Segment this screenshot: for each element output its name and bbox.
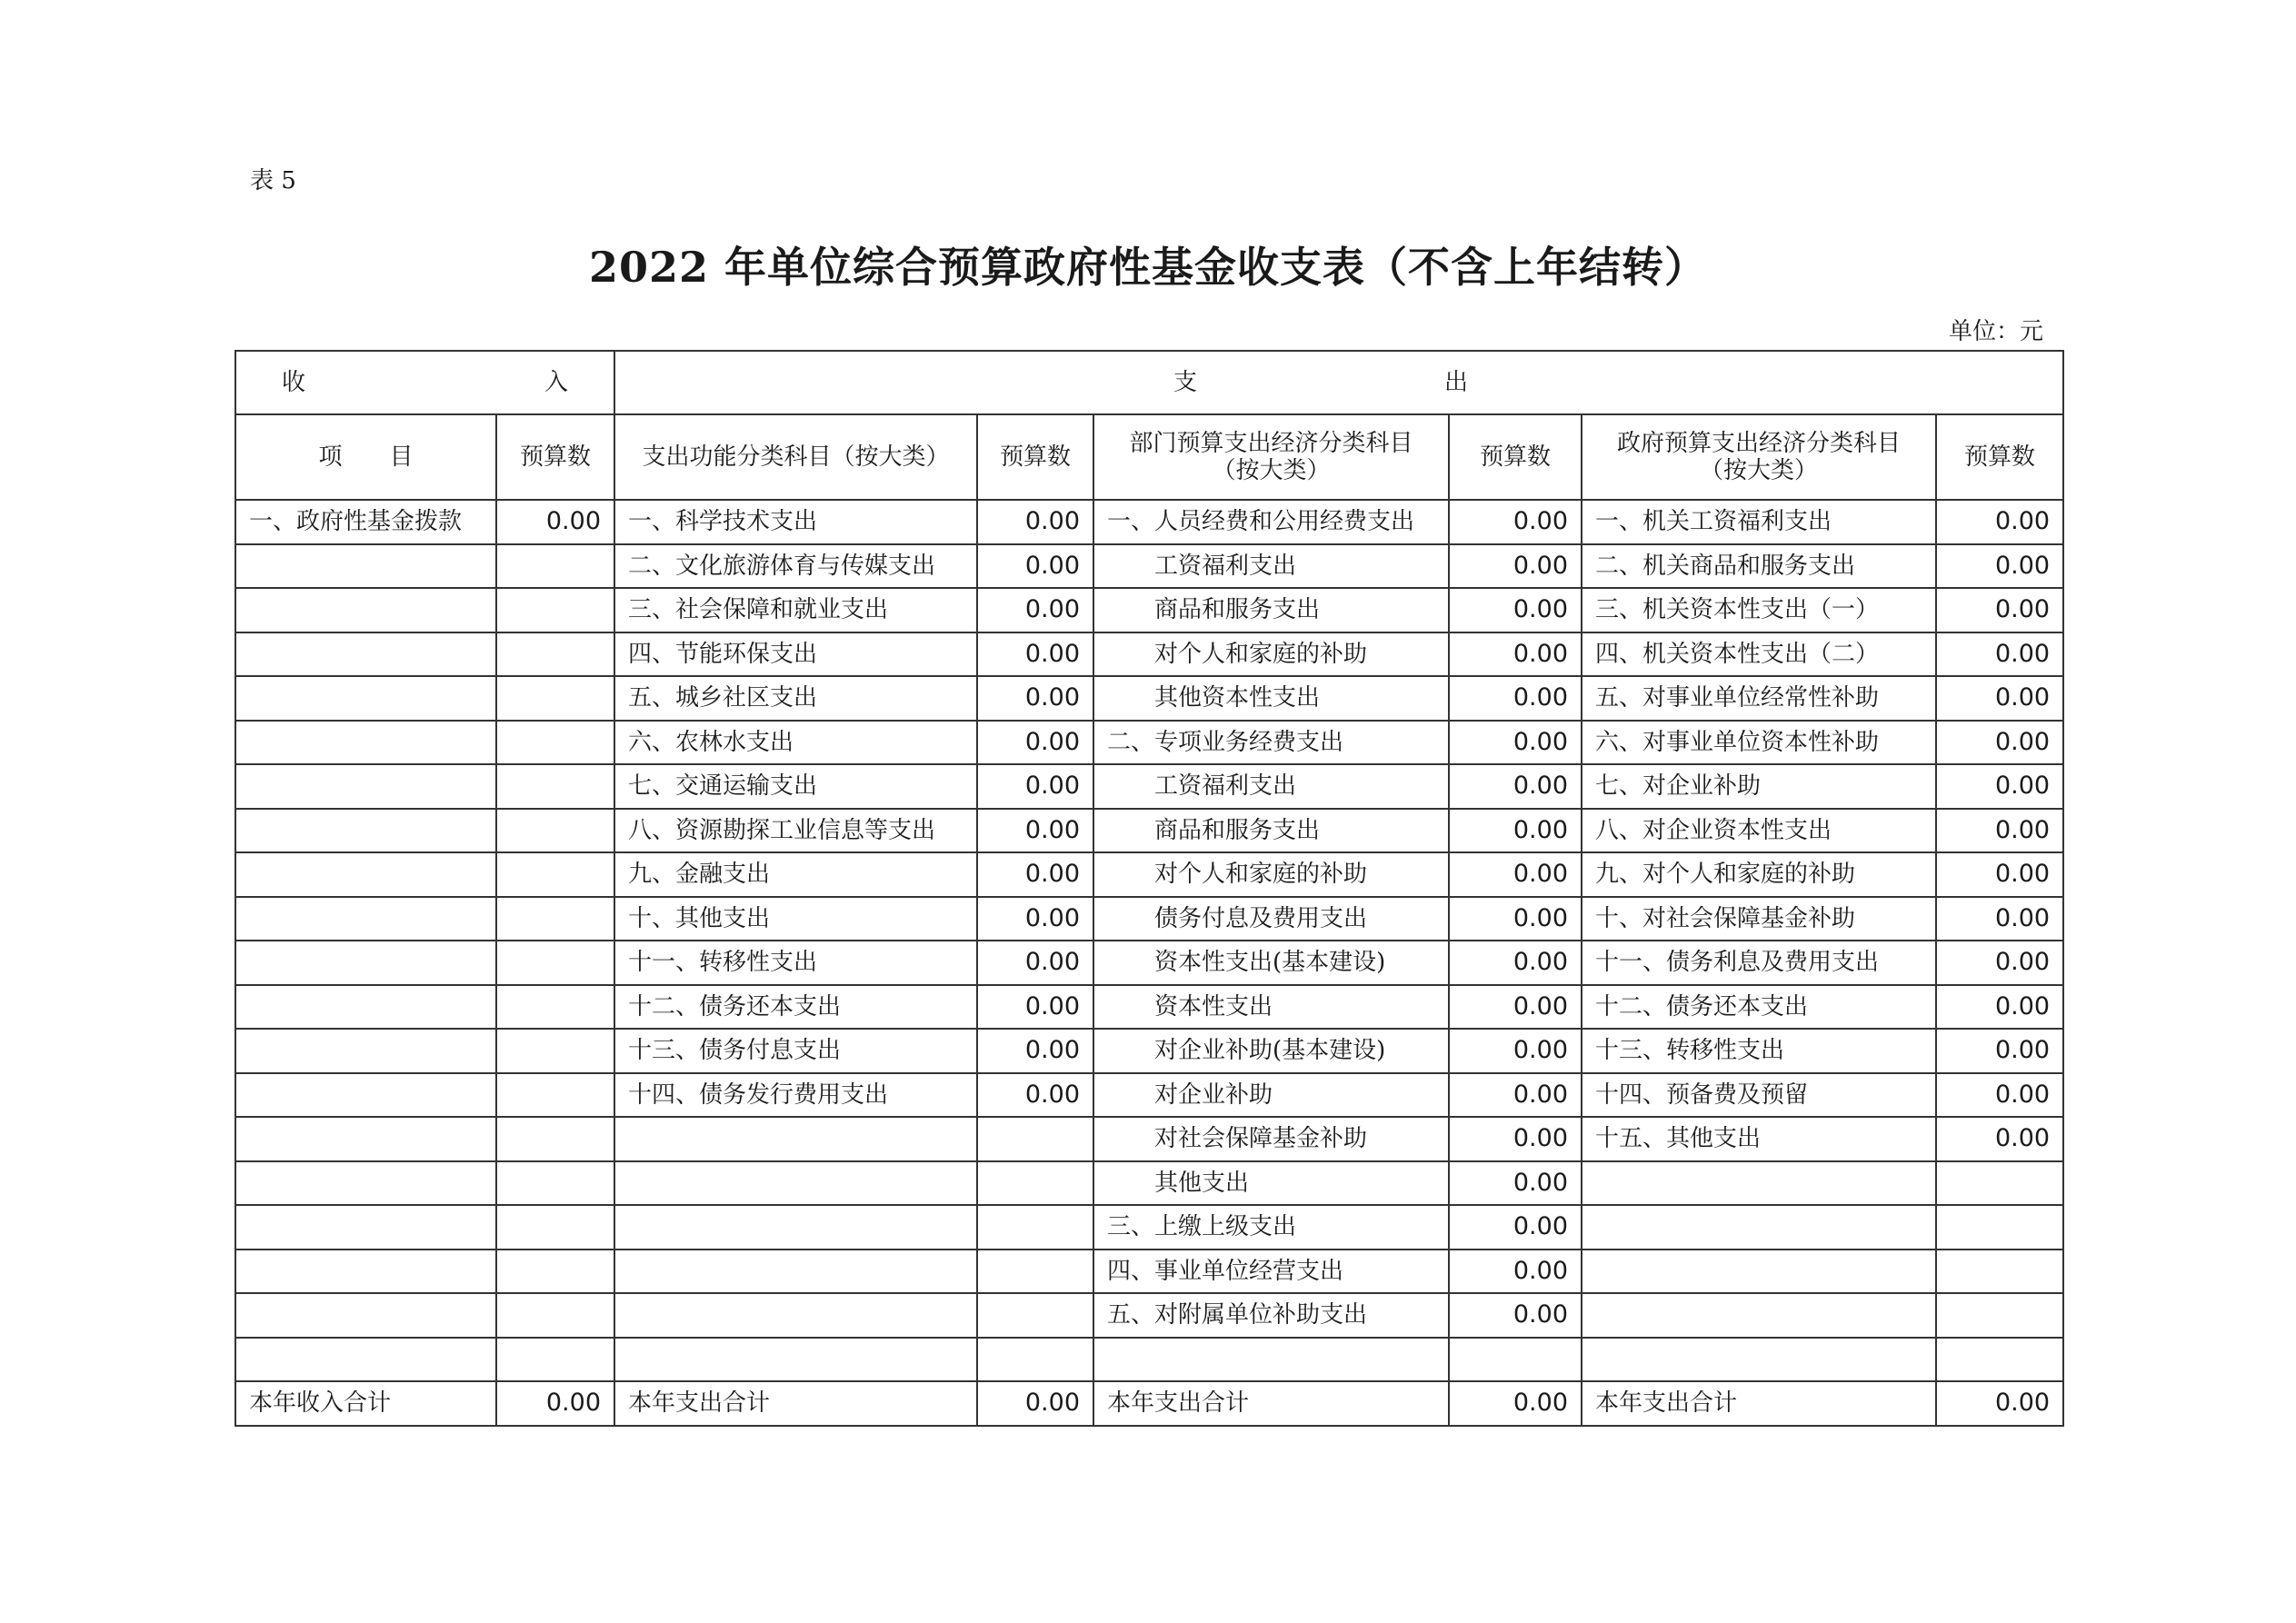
gov-total-label: 本年支出合计 — [1582, 1381, 1936, 1426]
dept-subitem-label: 债务付息及费用支出 — [1154, 904, 1368, 932]
table-row — [235, 1293, 2063, 1338]
func-amount-cell: 0.00 — [977, 1073, 1093, 1118]
table-row — [235, 1161, 2063, 1206]
col-header-dept-econ: 部门预算支出经济分类科目（按大类） — [1093, 414, 1449, 500]
income-item-cell — [235, 1250, 496, 1294]
dept-amount-cell: 0.00 — [1449, 721, 1582, 765]
totals-row — [235, 1381, 2063, 1426]
gov-amount-cell — [1936, 1250, 2063, 1294]
income-amount-cell — [496, 764, 614, 809]
dept-amount-cell: 0.00 — [1449, 809, 1582, 853]
dept-amount-cell: 0.00 — [1449, 852, 1582, 897]
income-amount-cell — [496, 852, 614, 897]
gov-amount-cell: 0.00 — [1936, 941, 2063, 985]
func-item-cell: 四、节能环保支出 — [614, 632, 977, 677]
func-item-cell: 十二、债务还本支出 — [614, 985, 977, 1030]
gov-item-cell: 二、机关商品和服务支出 — [1582, 544, 1936, 589]
section-header-row — [235, 351, 2063, 414]
gov-item-cell — [1582, 1293, 1936, 1338]
func-item-cell: 二、文化旅游体育与传媒支出 — [614, 544, 977, 589]
table-row — [235, 897, 2063, 941]
func-amount-cell: 0.00 — [977, 809, 1093, 853]
dept-amount-cell: 0.00 — [1449, 1293, 1582, 1338]
func-item-cell: 五、城乡社区支出 — [614, 676, 977, 721]
income-total-amount: 0.00 — [496, 1381, 614, 1426]
func-item-cell — [614, 1293, 977, 1338]
income-item-cell — [235, 897, 496, 941]
gov-item-cell: 一、机关工资福利支出 — [1582, 500, 1936, 544]
income-amount-cell — [496, 632, 614, 677]
func-item-cell: 十四、债务发行费用支出 — [614, 1073, 977, 1118]
table-row — [235, 544, 2063, 589]
income-amount-cell — [496, 1029, 614, 1073]
dept-amount-cell: 0.00 — [1449, 500, 1582, 544]
col-header-budget-4: 预算数 — [1936, 414, 2063, 500]
dept-item-cell — [1093, 632, 1449, 677]
func-item-cell — [614, 1117, 977, 1161]
dept-subitem-label: 其他资本性支出 — [1154, 684, 1321, 712]
column-header-row — [235, 414, 2063, 500]
table-row — [235, 721, 2063, 765]
income-amount-cell — [496, 1293, 614, 1338]
income-amount-cell — [496, 588, 614, 632]
func-total-label: 本年支出合计 — [614, 1381, 977, 1426]
table-row — [235, 809, 2063, 853]
income-item-cell — [235, 852, 496, 897]
expense-section-header — [614, 351, 2063, 414]
income-item-cell — [235, 985, 496, 1030]
gov-item-cell: 十三、转移性支出 — [1582, 1029, 1936, 1073]
gov-item-cell: 六、对事业单位资本性补助 — [1582, 721, 1936, 765]
table-row — [235, 676, 2063, 721]
func-amount-cell: 0.00 — [977, 852, 1093, 897]
func-item-cell: 一、科学技术支出 — [614, 500, 977, 544]
income-item-cell — [235, 1117, 496, 1161]
income-item-cell — [235, 764, 496, 809]
func-amount-cell: 0.00 — [977, 632, 1093, 677]
income-section-header — [235, 351, 614, 414]
income-item-cell — [235, 809, 496, 853]
func-item-cell: 十一、转移性支出 — [614, 941, 977, 985]
func-amount-cell: 0.00 — [977, 676, 1093, 721]
income-amount-cell — [496, 676, 614, 721]
func-item-cell: 十三、债务付息支出 — [614, 1029, 977, 1073]
gov-amount-cell: 0.00 — [1936, 1073, 2063, 1118]
dept-subitem-label: 商品和服务支出 — [1154, 596, 1321, 624]
income-item-cell — [235, 1161, 496, 1206]
income-amount-cell — [496, 897, 614, 941]
func-amount-cell — [977, 1161, 1093, 1206]
income-item-cell — [235, 544, 496, 589]
col-header-func-class: 支出功能分类科目（按大类） — [614, 414, 977, 500]
dept-amount-cell: 0.00 — [1449, 544, 1582, 589]
dept-total-amount: 0.00 — [1449, 1381, 1582, 1426]
dept-item-cell — [1093, 852, 1449, 897]
func-amount-cell: 0.00 — [977, 500, 1093, 544]
dept-item-cell — [1093, 676, 1449, 721]
col-header-item: 项 目 — [235, 414, 496, 500]
gov-item-cell: 三、机关资本性支出（一） — [1582, 588, 1936, 632]
gov-amount-cell: 0.00 — [1936, 897, 2063, 941]
gov-amount-cell: 0.00 — [1936, 676, 2063, 721]
func-item-cell — [614, 1250, 977, 1294]
table-row — [235, 1073, 2063, 1118]
table-row — [235, 852, 2063, 897]
table-row — [235, 632, 2063, 677]
func-item-cell — [614, 1161, 977, 1206]
gov-item-cell: 十二、债务还本支出 — [1582, 985, 1936, 1030]
func-amount-cell: 0.00 — [977, 721, 1093, 765]
gov-item-cell: 四、机关资本性支出（二） — [1582, 632, 1936, 677]
table-row — [235, 1338, 2063, 1382]
dept-subitem-label: 对个人和家庭的补助 — [1154, 861, 1368, 889]
gov-amount-cell: 0.00 — [1936, 588, 2063, 632]
income-item-cell — [235, 1338, 496, 1382]
func-item-cell: 十、其他支出 — [614, 897, 977, 941]
dept-amount-cell: 0.00 — [1449, 676, 1582, 721]
dept-subitem-label: 其他支出 — [1154, 1169, 1250, 1197]
gov-item-cell — [1582, 1250, 1936, 1294]
income-amount-cell — [496, 1338, 614, 1382]
func-amount-cell — [977, 1205, 1093, 1250]
table-row — [235, 985, 2063, 1030]
dept-subitem-label: 对个人和家庭的补助 — [1154, 640, 1368, 668]
gov-item-cell — [1582, 1205, 1936, 1250]
income-item-cell: 一、政府性基金拨款 — [235, 500, 496, 544]
table-row — [235, 1117, 2063, 1161]
page-title: 2022 年单位综合预算政府性基金收支表（不含上年结转） — [588, 243, 1708, 292]
gov-amount-cell: 0.00 — [1936, 1029, 2063, 1073]
func-item-cell — [614, 1205, 977, 1250]
unit-label: 单位：元 — [1948, 318, 2043, 345]
gov-amount-cell — [1936, 1338, 2063, 1382]
func-amount-cell: 0.00 — [977, 985, 1093, 1030]
dept-item-cell: 一、人员经费和公用经费支出 — [1093, 500, 1449, 544]
func-item-cell — [614, 1338, 977, 1382]
gov-amount-cell — [1936, 1293, 2063, 1338]
income-header-right: 入 — [544, 369, 568, 396]
income-item-cell — [235, 632, 496, 677]
dept-amount-cell: 0.00 — [1449, 1161, 1582, 1206]
income-amount-cell — [496, 1073, 614, 1118]
income-item-cell — [235, 676, 496, 721]
income-amount-cell — [496, 985, 614, 1030]
dept-item-cell — [1093, 588, 1449, 632]
dept-item-cell: 五、对附属单位补助支出 — [1093, 1293, 1449, 1338]
gov-item-cell: 五、对事业单位经常性补助 — [1582, 676, 1936, 721]
gov-item-cell: 十、对社会保障基金补助 — [1582, 897, 1936, 941]
func-amount-cell — [977, 1117, 1093, 1161]
table-row — [235, 1250, 2063, 1294]
dept-item-cell — [1093, 941, 1449, 985]
income-item-cell — [235, 1029, 496, 1073]
dept-item-cell: 二、专项业务经费支出 — [1093, 721, 1449, 765]
dept-item-cell: 三、上缴上级支出 — [1093, 1205, 1449, 1250]
dept-subitem-label: 对社会保障基金补助 — [1154, 1125, 1368, 1153]
dept-amount-cell: 0.00 — [1449, 1073, 1582, 1118]
dept-amount-cell: 0.00 — [1449, 985, 1582, 1030]
gov-amount-cell: 0.00 — [1936, 1117, 2063, 1161]
table-row — [235, 500, 2063, 544]
func-amount-cell — [977, 1293, 1093, 1338]
func-amount-cell: 0.00 — [977, 941, 1093, 985]
dept-item-cell — [1093, 985, 1449, 1030]
income-item-cell — [235, 941, 496, 985]
income-amount-cell — [496, 1250, 614, 1294]
dept-subitem-label: 工资福利支出 — [1154, 552, 1297, 580]
col-header-budget-2: 预算数 — [977, 414, 1093, 500]
dept-item-cell — [1093, 1117, 1449, 1161]
dept-item-cell — [1093, 1073, 1449, 1118]
table-number: 表 5 — [250, 167, 296, 194]
gov-item-cell — [1582, 1338, 1936, 1382]
func-item-cell: 九、金融支出 — [614, 852, 977, 897]
dept-item-cell — [1093, 764, 1449, 809]
dept-item-cell — [1093, 544, 1449, 589]
gov-item-cell: 十一、债务利息及费用支出 — [1582, 941, 1936, 985]
func-total-amount: 0.00 — [977, 1381, 1093, 1426]
dept-subitem-label: 对企业补助(基本建设) — [1154, 1037, 1386, 1065]
income-amount-cell — [496, 1161, 614, 1206]
income-total-label: 本年收入合计 — [235, 1381, 496, 1426]
gov-total-amount: 0.00 — [1936, 1381, 2063, 1426]
dept-subitem-label: 工资福利支出 — [1154, 772, 1297, 801]
income-amount-cell — [496, 1205, 614, 1250]
income-amount-cell — [496, 1117, 614, 1161]
dept-amount-cell: 0.00 — [1449, 1029, 1582, 1073]
gov-amount-cell: 0.00 — [1936, 985, 2063, 1030]
gov-amount-cell — [1936, 1161, 2063, 1206]
table-row — [235, 1029, 2063, 1073]
gov-item-cell: 十四、预备费及预留 — [1582, 1073, 1936, 1118]
gov-amount-cell: 0.00 — [1936, 764, 2063, 809]
dept-item-cell — [1093, 809, 1449, 853]
dept-amount-cell: 0.00 — [1449, 897, 1582, 941]
func-item-cell: 六、农林水支出 — [614, 721, 977, 765]
func-item-cell: 七、交通运输支出 — [614, 764, 977, 809]
gov-amount-cell: 0.00 — [1936, 721, 2063, 765]
dept-subitem-label: 资本性支出 — [1154, 992, 1273, 1021]
income-header-left: 收 — [282, 369, 306, 396]
func-amount-cell — [977, 1250, 1093, 1294]
func-amount-cell: 0.00 — [977, 764, 1093, 809]
func-amount-cell: 0.00 — [977, 897, 1093, 941]
income-amount-cell — [496, 809, 614, 853]
dept-subitem-label: 商品和服务支出 — [1154, 816, 1321, 844]
income-item-cell — [235, 1293, 496, 1338]
func-amount-cell: 0.00 — [977, 588, 1093, 632]
budget-table — [235, 350, 2064, 1427]
expense-header-left: 支 — [1173, 369, 1198, 396]
income-item-cell — [235, 588, 496, 632]
gov-amount-cell: 0.00 — [1936, 500, 2063, 544]
gov-amount-cell: 0.00 — [1936, 852, 2063, 897]
dept-amount-cell — [1449, 1338, 1582, 1382]
gov-item-cell — [1582, 1161, 1936, 1206]
table-row — [235, 764, 2063, 809]
income-amount-cell — [496, 941, 614, 985]
dept-subitem-label: 资本性支出(基本建设) — [1154, 949, 1386, 977]
dept-amount-cell: 0.00 — [1449, 588, 1582, 632]
income-item-cell — [235, 1073, 496, 1118]
dept-total-label: 本年支出合计 — [1093, 1381, 1449, 1426]
dept-amount-cell: 0.00 — [1449, 941, 1582, 985]
dept-item-cell: 四、事业单位经营支出 — [1093, 1250, 1449, 1294]
dept-amount-cell: 0.00 — [1449, 1250, 1582, 1294]
func-amount-cell: 0.00 — [977, 1029, 1093, 1073]
dept-item-cell — [1093, 1029, 1449, 1073]
dept-item-cell — [1093, 1338, 1449, 1382]
dept-item-cell — [1093, 897, 1449, 941]
dept-subitem-label: 对企业补助 — [1154, 1080, 1273, 1109]
col-header-budget-3: 预算数 — [1449, 414, 1582, 500]
income-amount-cell — [496, 721, 614, 765]
gov-item-cell: 七、对企业补助 — [1582, 764, 1936, 809]
col-header-budget-1: 预算数 — [496, 414, 614, 500]
table-row — [235, 941, 2063, 985]
gov-amount-cell: 0.00 — [1936, 809, 2063, 853]
gov-item-cell: 八、对企业资本性支出 — [1582, 809, 1936, 853]
dept-item-cell — [1093, 1161, 1449, 1206]
dept-amount-cell: 0.00 — [1449, 632, 1582, 677]
table-row — [235, 1205, 2063, 1250]
func-amount-cell: 0.00 — [977, 544, 1093, 589]
expense-header-right: 出 — [1444, 369, 1469, 396]
income-amount-cell — [496, 544, 614, 589]
income-item-cell — [235, 1205, 496, 1250]
dept-amount-cell: 0.00 — [1449, 1205, 1582, 1250]
func-amount-cell — [977, 1338, 1093, 1382]
func-item-cell: 三、社会保障和就业支出 — [614, 588, 977, 632]
table-row — [235, 588, 2063, 632]
gov-amount-cell — [1936, 1205, 2063, 1250]
gov-amount-cell: 0.00 — [1936, 632, 2063, 677]
dept-amount-cell: 0.00 — [1449, 764, 1582, 809]
func-item-cell: 八、资源勘探工业信息等支出 — [614, 809, 977, 853]
gov-item-cell: 九、对个人和家庭的补助 — [1582, 852, 1936, 897]
gov-amount-cell: 0.00 — [1936, 544, 2063, 589]
income-amount-cell: 0.00 — [496, 500, 614, 544]
col-header-gov-econ: 政府预算支出经济分类科目（按大类） — [1582, 414, 1936, 500]
dept-amount-cell: 0.00 — [1449, 1117, 1582, 1161]
gov-item-cell: 十五、其他支出 — [1582, 1117, 1936, 1161]
income-item-cell — [235, 721, 496, 765]
